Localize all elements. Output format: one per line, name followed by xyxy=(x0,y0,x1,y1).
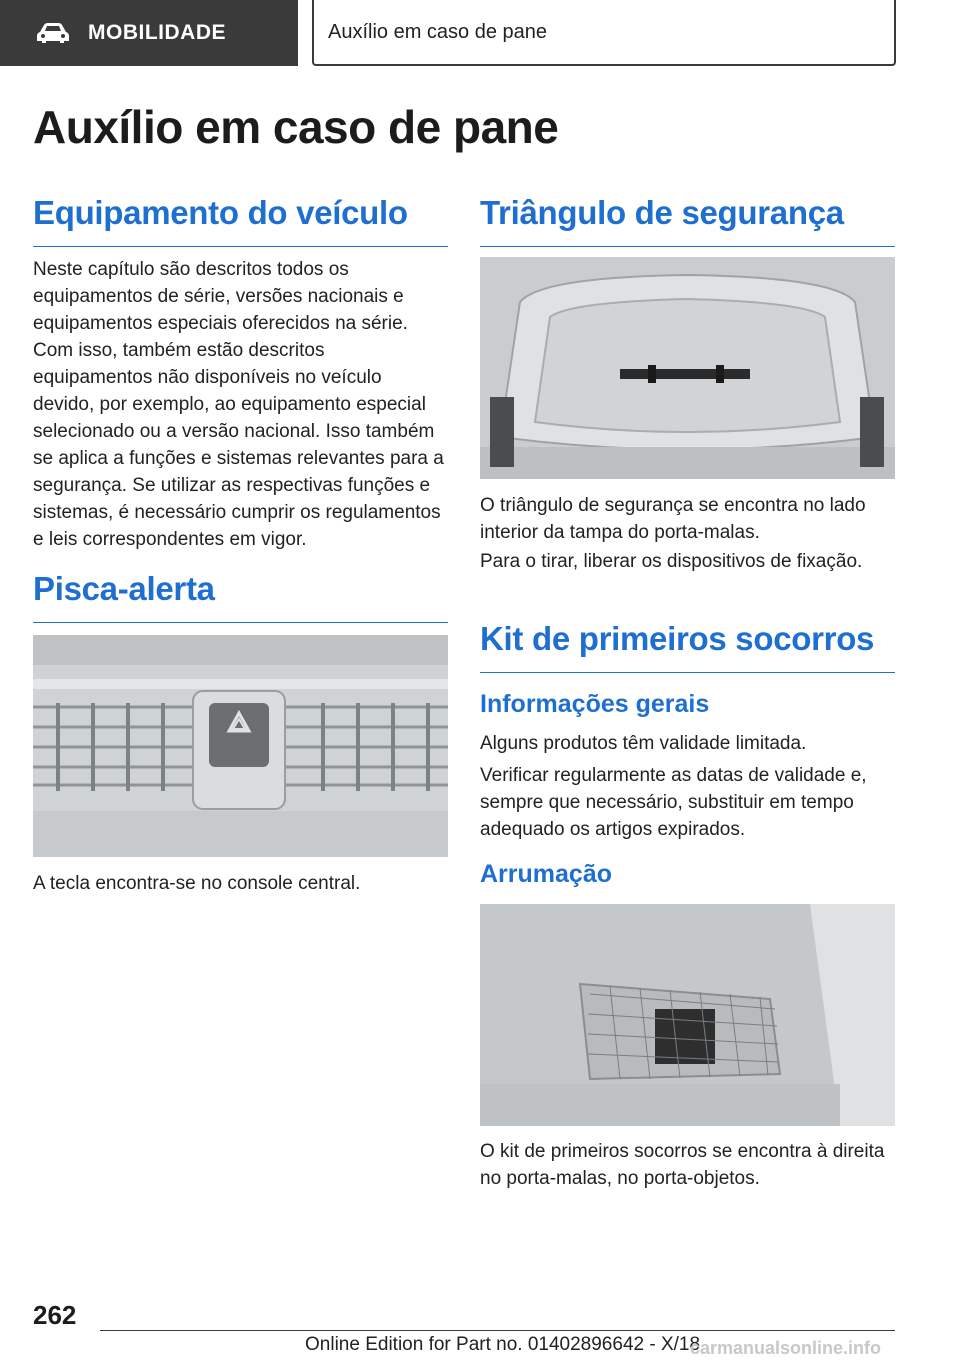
general-p2: Verificar regularmente as datas de validade e, sempre que necessário, substituir em tempo adequado os artigos expirados. xyxy=(480,765,867,840)
section-tab[interactable] xyxy=(0,0,298,66)
heading-triangle: Triângulo de segurança xyxy=(480,194,895,247)
triangle-caption-2: Para o tirar, liberar os dispositivos de fixação. xyxy=(480,551,863,572)
footer-divider xyxy=(100,1330,895,1331)
page-title: Auxílio em caso de pane xyxy=(33,101,559,153)
heading-storage: Arrumação xyxy=(480,860,612,888)
chapter-header xyxy=(312,0,896,66)
edition-label: Online Edition for Part no. 01402896642 - X/18 xyxy=(305,1334,701,1355)
warning-triangle-figure xyxy=(480,257,895,479)
hazard-caption: A tecla encontra-se no console central. xyxy=(33,873,361,894)
car-icon xyxy=(36,22,70,44)
equipment-body: Neste capítulo são descritos todos os equipamentos de série, versões nacionais e equipamentos especiais oferecidos na série. Com isso, também estão descritos equipamentos não disponíveis no veículo devido, por exemplo, ao equipamento especial selecionado ou a versão nacional. Isso também se aplica a funções e sistemas relevantes para a segurança. Se utilizar as respectivas funções e sistemas, é necessário cumprir os regulamentos e leis correspondentes em vigor. xyxy=(33,259,444,550)
chapter-label: Auxílio em caso de pane xyxy=(328,20,548,43)
heading-general: Informações gerais xyxy=(480,690,710,718)
page-number: 262 xyxy=(33,1300,77,1330)
watermark: carmanualsonline.info xyxy=(690,1338,882,1358)
section-label: MOBILIDADE xyxy=(88,21,226,44)
triangle-caption-1: O triângulo de segurança se encontra no lado interior da tampa do porta-malas. xyxy=(480,495,866,543)
heading-hazard: Pisca-alerta xyxy=(33,570,448,623)
heading-firstaid: Kit de primeiros socorros xyxy=(480,620,895,673)
storage-caption: O kit de primeiros socorros se encontra à direita no porta-malas, no porta-objetos. xyxy=(480,1141,885,1189)
general-p1: Alguns produtos têm validade limitada. xyxy=(480,733,807,754)
storage-net-figure xyxy=(480,904,895,1126)
hazard-switch-figure xyxy=(33,635,448,857)
heading-equipment: Equipamento do veículo xyxy=(33,194,448,247)
